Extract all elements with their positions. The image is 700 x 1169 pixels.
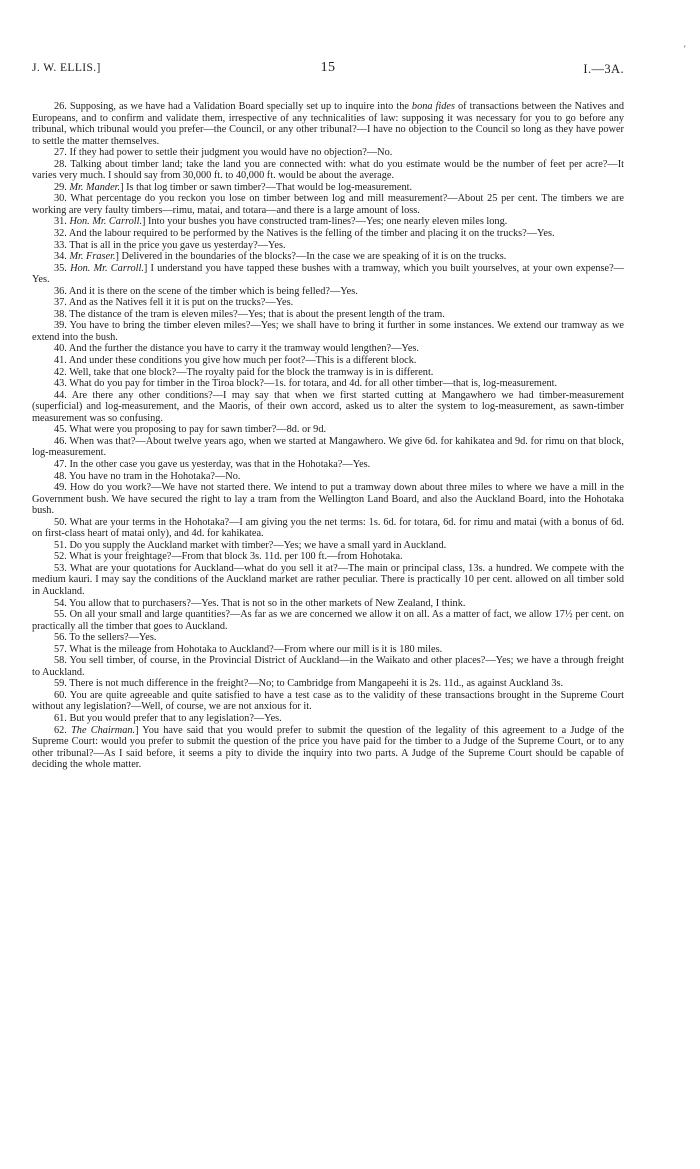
speaker-name: The Chairman. <box>71 724 136 736</box>
testimony-paragraph <box>32 251 624 263</box>
speaker-name: Hon. Mr. Carroll. <box>70 262 144 274</box>
testimony-paragraph <box>32 424 624 436</box>
testimony-paragraph <box>32 101 624 147</box>
margin-mark: ' <box>684 44 686 54</box>
speaker-name: Mr. Fraser. <box>69 251 116 263</box>
testimony-paragraph <box>32 355 624 367</box>
paragraph-text: 48. You have no tram in the Hohotaka?—No. <box>54 470 241 482</box>
testimony-paragraph <box>32 343 624 355</box>
paragraph-text: 27. If they had power to settle their judgment you would have no objection?—No. <box>54 147 393 159</box>
paragraph-text: 33. That is all in the price you gave us yesterday?—Yes. <box>54 239 286 251</box>
paragraph-text: 30. What percentage do you reckon you lose on timber between log and mill measurement?—About 25 per cent. The timbers we are working are very faulty timbers—rimu, matai, and totara—and there is a large amount of loss. <box>32 193 624 216</box>
paragraph-text: 60. You are quite agreeable and quite satisfied to have a test case as to the validity of these transactions brought in the Supreme Court without any legislation?—Well, of course, we are not anxious for it. <box>32 689 624 713</box>
paragraph-text: of transactions between the Natives and Europeans, and to confirm and validate them, irrespective of any technicalities of law: supposing it was necessary for you to go before any tribunal, which tribunal would you prefer—the Council, or any other tribunal?—I have no objection to the Council so long as they have power to settle the matter themselves. <box>32 101 624 147</box>
paragraph-text: 54. You allow that to purchasers?—Yes. That is not so in the other markets of New Zealand, I think. <box>54 597 466 609</box>
testimony-paragraph <box>32 471 624 483</box>
paragraph-text: ] Is that log timber or sawn timber?—That would be log-measurement. <box>120 181 413 193</box>
paragraph-text: 43. What do you pay for timber in the Tiroa block?—1s. for totara, and 4d. for all other timber—that is, log-measurement. <box>54 378 558 390</box>
testimony-paragraph <box>32 598 624 610</box>
speaker-name: Mr. Mander. <box>69 181 121 193</box>
paragraph-text: 56. To the sellers?—Yes. <box>54 632 157 644</box>
testimony-paragraph <box>32 690 624 713</box>
paragraph-text: ] I understand you have tapped these bushes with a tramway, which you built yourselves, at your own expense?—Yes. <box>32 262 624 286</box>
testimony-paragraph <box>32 644 624 656</box>
paragraph-text: 26. Supposing, as we have had a Validation Board specially set up to inquire into the <box>54 101 412 112</box>
paragraph-text: 59. There is not much difference in the freight?—No; to Cambridge from Mangapeehi it is 2s. 11d., as against Auckland 3s. <box>54 678 564 690</box>
paragraph-text: 31. <box>54 216 70 228</box>
testimony-paragraph <box>32 378 624 390</box>
paragraph-text: 39. You have to bring the timber eleven miles?—Yes; we shall have to bring it further in some instances. We extend our tramway as we extend into the bush. <box>32 320 624 343</box>
paragraph-text: 58. You sell timber, of course, in the Provincial District of Auckland—in the Waikato and other places?—Yes; we have a through freight to Auckland. <box>32 655 624 678</box>
header-witness-name: J. W. ELLIS.] <box>32 62 101 74</box>
paragraph-text: 34. <box>54 251 70 263</box>
paragraph-text: 61. But you would prefer that to any legislation?—Yes. <box>54 712 282 724</box>
testimony-paragraph <box>32 678 624 690</box>
testimony-paragraph <box>32 390 624 425</box>
testimony-paragraph <box>32 228 624 240</box>
testimony-paragraph <box>32 482 624 517</box>
testimony-paragraph <box>32 563 624 598</box>
speaker-name: Hon. Mr. Carroll. <box>69 216 143 228</box>
testimony-paragraph <box>32 309 624 321</box>
testimony-paragraph <box>32 367 624 379</box>
testimony-paragraph <box>32 655 624 678</box>
paragraph-text: ] You have said that you would prefer to submit the question of the legality of this agreement to a Judge of the Supreme Court: would you prefer to submit the question of the price you have paid for the timber to a Judge of the Supreme Court, or to any other tribunal?—As I said before, it seems a pity to divide the inquiry into two parts. A Judge of the Supreme Court should be capable of deciding the whole matter. <box>32 724 624 771</box>
paragraph-text: 42. Well, take that one block?—The royalty paid for the block the tramway is in is different. <box>54 366 434 378</box>
testimony-paragraph <box>32 540 624 552</box>
testimony-paragraph <box>32 517 624 540</box>
testimony-paragraph <box>32 320 624 343</box>
paragraph-text: 35. <box>54 262 71 274</box>
testimony-paragraph <box>32 147 624 159</box>
testimony-paragraph <box>32 216 624 228</box>
paragraph-text: 32. And the labour required to be performed by the Natives is the felling of the timber and placing it on the trucks?—Yes. <box>54 228 555 240</box>
paragraph-text: 45. What were you proposing to pay for sawn timber?—8d. or 9d. <box>54 424 327 436</box>
paragraph-text: 41. And under these conditions you give how much per foot?—This is a different block. <box>54 355 417 367</box>
testimony-paragraph <box>32 193 624 216</box>
paragraph-text: 57. What is the mileage from Hohotaka to Auckland?—From where our mill is it is 180 miles. <box>54 643 443 655</box>
paragraph-text: 49. How do you work?—We have not started there. We intend to put a tramway down about three miles to where we have a mill in the Government bush. We have secured the right to lay a tram from the Wellington Land Board, and also the Auckland Board, into the Hohotaka bush. <box>32 482 624 517</box>
page-number: 15 <box>320 60 336 75</box>
document-body <box>32 101 624 771</box>
page-header <box>32 60 624 82</box>
paragraph-text: 53. What are your quotations for Auckland—what do you sell it at?—The main or principal class, 13s. a hundred. We compete with the medium kauri. I may say the conditions of the Auckland market are rather peculiar. There is practically 10 per cent. allowed on all timber sold in Auckland. <box>32 562 624 597</box>
document-reference: I.—3A. <box>583 62 624 76</box>
paragraph-text: 36. And it is there on the scene of the timber which is being felled?—Yes. <box>54 285 358 297</box>
speaker-name: bona fides <box>411 101 455 112</box>
testimony-paragraph <box>32 240 624 252</box>
paragraph-text: 47. In the other case you gave us yesterday, was that in the Hohotaka?—Yes. <box>54 458 371 470</box>
paragraph-text: 52. What is your freightage?—From that block 3s. 11d. per 100 ft.—from Hohotaka. <box>54 551 403 563</box>
testimony-paragraph <box>32 459 624 471</box>
paragraph-text: 51. Do you supply the Auckland market with timber?—Yes; we have a small yard in Auckland. <box>54 539 447 551</box>
paragraph-text: ] Into your bushes you have constructed tram-lines?—Yes; one nearly eleven miles long. <box>142 216 508 228</box>
paragraph-text: 50. What are your terms in the Hohotaka?—I am giving you the net terms: 1s. 6d. for totara, 6d. for rimu and matai (with a bonus of 6d. on first-class heart of matai only), and 4d. for kahikatea. <box>32 516 624 540</box>
paragraph-text: 62. <box>54 724 72 736</box>
testimony-paragraph <box>32 725 624 771</box>
paragraph-text: 29. <box>54 181 70 193</box>
paragraph-text: 46. When was that?—About twelve years ago, when we started at Mangawhero. We give 6d. for kahikatea and 9d. for rimu on that block, log-measurement. <box>32 435 624 459</box>
testimony-paragraph <box>32 713 624 725</box>
testimony-paragraph <box>32 551 624 563</box>
paragraph-text: 28. Talking about timber land; take the land you are connected with: what do you estimate would be the number of feet per acre?—It varies very much. I should say from 30,000 ft. to 40,000 ft. would be about the average. <box>32 158 624 182</box>
testimony-paragraph <box>32 297 624 309</box>
document-page <box>32 60 624 771</box>
testimony-paragraph <box>32 436 624 459</box>
paragraph-text: ] Delivered in the boundaries of the blocks?—In the case we are speaking of it is on the trucks. <box>115 251 507 263</box>
paragraph-text: 38. The distance of the tram is eleven miles?—Yes; that is about the present length of the tram. <box>54 308 445 320</box>
testimony-paragraph <box>32 263 624 286</box>
testimony-paragraph <box>32 159 624 182</box>
testimony-paragraph <box>32 632 624 644</box>
paragraph-text: 44. Are there any other conditions?—I may say that when we first started cutting at Mangawhero we had timber-measurement (superficial) and log-measurement, and the Maoris, of their own accord, asked us to alter the system to log-measurement, as sawn-timber measurement was so confusing. <box>32 389 624 424</box>
testimony-paragraph <box>32 182 624 194</box>
testimony-paragraph <box>32 286 624 298</box>
paragraph-text: 40. And the further the distance you have to carry it the tramway would lengthen?—Yes. <box>54 343 419 355</box>
paragraph-text: 37. And as the Natives fell it it is put on the trucks?—Yes. <box>54 297 294 309</box>
paragraph-text: 55. On all your small and large quantities?—As far as we are concerned we allow it on all. As a matter of fact, we allow 17½ per cent. on practically all the timber that goes to Auckland. <box>32 609 624 632</box>
testimony-paragraph <box>32 609 624 632</box>
